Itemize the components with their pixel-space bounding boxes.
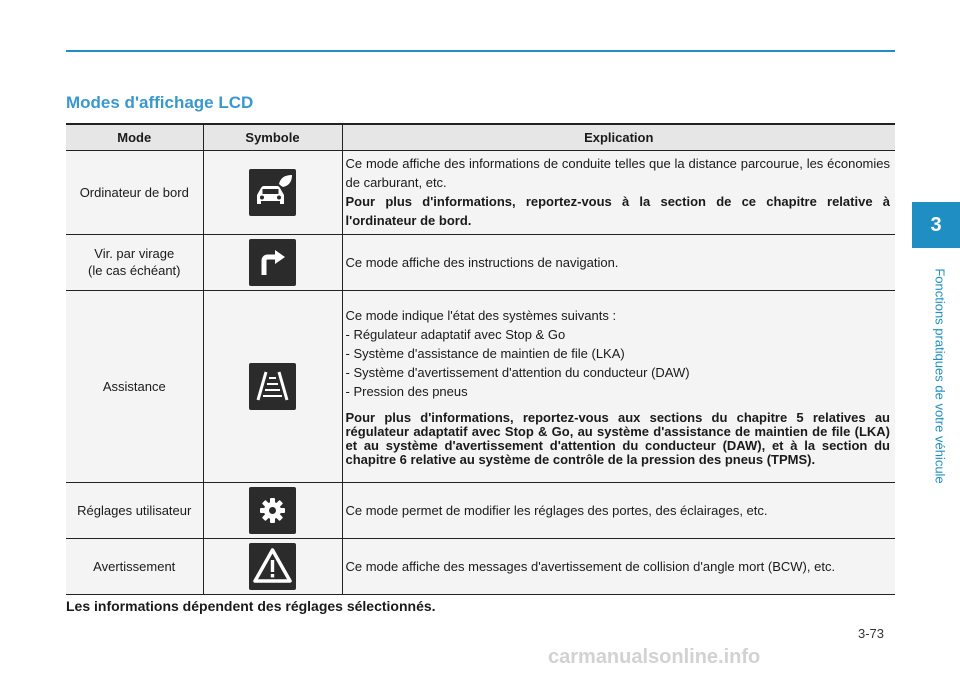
mode-name [66, 482, 203, 538]
page-number: 3-73 [858, 626, 885, 641]
explanation-note: Pour plus d'informations, reportez-vous aux sections du chapitre 5 relatives au régulateur adaptatif avec Stop & Go, au système d'assistance de maintien de file (LKA) et au système d'avertissement d'attention du conducteur (DAW), et à la section du chapitre 6 relative au système de contrôle de la pression des pneus (TPMS). [345, 409, 890, 467]
explanation-cell [342, 538, 895, 594]
symbol-cell [203, 150, 342, 234]
mode-name-line: Assistance [102, 378, 166, 394]
table-row [66, 482, 895, 538]
chapter-title: Fonctions pratiques de votre véhicule [932, 268, 948, 484]
explanation-line: - Pression des pneus [345, 383, 468, 399]
gear-icon [249, 487, 296, 534]
mode-name-line: Ordinateur de bord [79, 184, 189, 200]
explanation-cell [342, 150, 895, 234]
explanation-line: Ce mode affiche des instructions de navigation. [345, 254, 619, 270]
section-title: Modes d'affichage LCD [66, 93, 254, 112]
mode-name [66, 150, 203, 234]
explanation-line: Ce mode affiche des messages d'avertissement de collision d'angle mort (BCW), etc. [345, 558, 836, 574]
explanation-line: Ce mode permet de modifier les réglages des portes, des éclairages, etc. [345, 502, 768, 518]
explanation-line: - Régulateur adaptatif avec Stop & Go [345, 326, 566, 342]
mode-name-line: (le cas échéant) [88, 263, 181, 278]
symbol-cell [203, 482, 342, 538]
turn-arrow-icon [249, 239, 296, 286]
explanation-note: Pour plus d'informations, reportez-vous à la section de ce chapitre relative à l'ordinateur de bord. [345, 194, 890, 228]
lcd-modes-table [66, 123, 895, 595]
spacer [346, 401, 891, 411]
explanation-line: Ce mode indique l'état des systèmes suivants : [345, 307, 617, 323]
table-row [66, 150, 895, 234]
trip-computer-icon [249, 169, 296, 216]
mode-name [66, 538, 203, 594]
header-symbol: Symbole [203, 124, 342, 150]
mode-name-line: Vir. par virage [94, 246, 175, 261]
symbol-cell [203, 234, 342, 290]
mode-name [66, 290, 203, 482]
mode-name-line: Réglages utilisateur [77, 502, 192, 518]
chapter-number: 3 [930, 213, 942, 236]
explanation-line: Ce mode affiche des informations de conduite telles que la distance parcourue, les économies de carburant, etc. [345, 156, 890, 190]
symbol-cell [203, 538, 342, 594]
chapter-tab [912, 202, 960, 248]
mode-name-line: Avertissement [93, 558, 176, 574]
table-header-row [66, 124, 895, 150]
explanation-cell [342, 290, 895, 482]
explanation-cell [342, 234, 895, 290]
table-row [66, 538, 895, 594]
explanation-line: - Système d'assistance de maintien de file (LKA) [345, 345, 625, 361]
lane-assist-icon [249, 363, 296, 410]
table-row [66, 290, 895, 482]
table-row [66, 234, 895, 290]
symbol-cell [203, 290, 342, 482]
mode-name [66, 234, 203, 290]
header-mode: Mode [66, 124, 203, 150]
watermark: carmanualsonline.info [548, 646, 761, 668]
warning-triangle-icon [249, 543, 296, 590]
explanation-line: - Système d'avertissement d'attention du conducteur (DAW) [345, 364, 690, 380]
footnote: Les informations dépendent des réglages sélectionnés. [66, 598, 436, 614]
top-rule [66, 50, 895, 52]
explanation-cell [342, 482, 895, 538]
header-explanation: Explication [342, 124, 895, 150]
